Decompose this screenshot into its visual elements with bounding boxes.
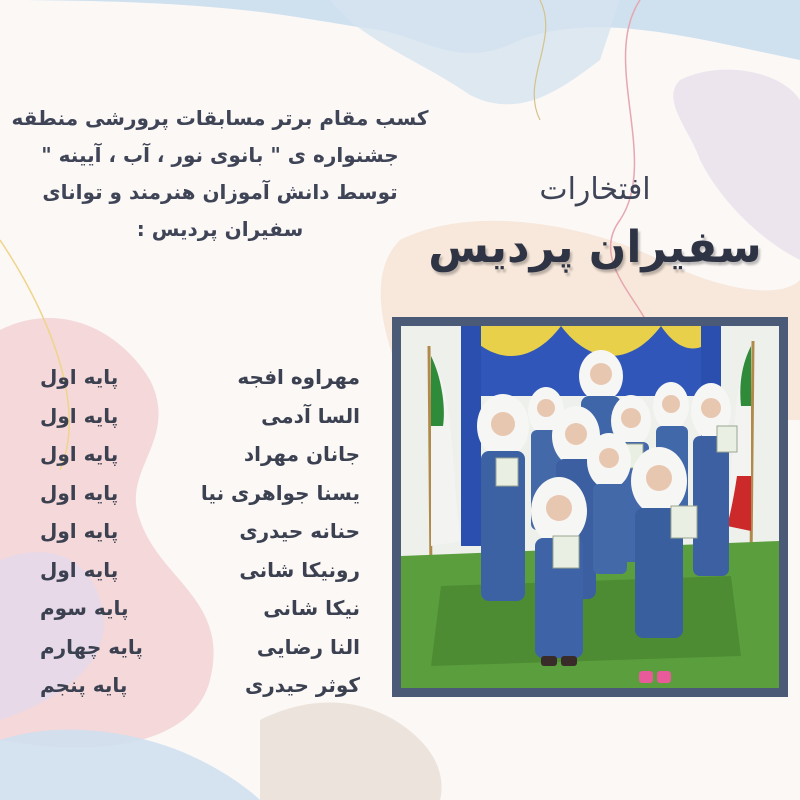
student-grade: پایه اول xyxy=(40,365,119,390)
intro-line: کسب مقام برتر مسابقات پرورشی منطقه xyxy=(11,106,429,130)
student-grade: پایه اول xyxy=(40,519,119,544)
group-photo-icon xyxy=(401,326,779,688)
student-roster xyxy=(40,358,360,705)
roster-row xyxy=(40,474,360,513)
intro-line: سفیران پردیس : xyxy=(136,217,304,241)
student-name: السا آدمی xyxy=(261,403,360,428)
student-name: مهراوه افجه xyxy=(237,365,360,390)
student-name: جانان مهراد xyxy=(243,442,360,467)
roster-row xyxy=(40,628,360,667)
roster-row xyxy=(40,397,360,436)
student-grade: پایه سوم xyxy=(40,596,129,621)
roster-row xyxy=(40,512,360,551)
roster-row xyxy=(40,435,360,474)
student-grade: پایه اول xyxy=(40,442,119,467)
student-grade: پایه اول xyxy=(40,480,119,505)
student-name: کوثر حیدری xyxy=(244,673,360,698)
roster-row xyxy=(40,551,360,590)
roster-row xyxy=(40,666,360,705)
heading-subtitle: افتخارات xyxy=(539,172,651,207)
roster-row xyxy=(40,589,360,628)
intro-text xyxy=(0,100,440,248)
intro-line: جشنواره ی " بانوی نور ، آب ، آیینه " xyxy=(41,143,399,167)
heading-title: سفیران پردیس xyxy=(428,222,762,273)
student-name: النا رضایی xyxy=(256,634,360,659)
student-name: نیکا شانی xyxy=(263,596,360,621)
student-grade: پایه اول xyxy=(40,403,119,428)
photo-frame xyxy=(392,317,788,697)
student-name: رونیکا شانی xyxy=(239,557,360,582)
intro-line: توسط دانش آموزان هنرمند و توانای xyxy=(42,180,398,204)
student-grade: پایه چهارم xyxy=(40,634,143,659)
student-name: حنانه حیدری xyxy=(239,519,360,544)
student-grade: پایه اول xyxy=(40,557,119,582)
student-grade: پایه پنجم xyxy=(40,673,128,698)
roster-row xyxy=(40,358,360,397)
student-name: یسنا جواهری نیا xyxy=(200,480,360,505)
